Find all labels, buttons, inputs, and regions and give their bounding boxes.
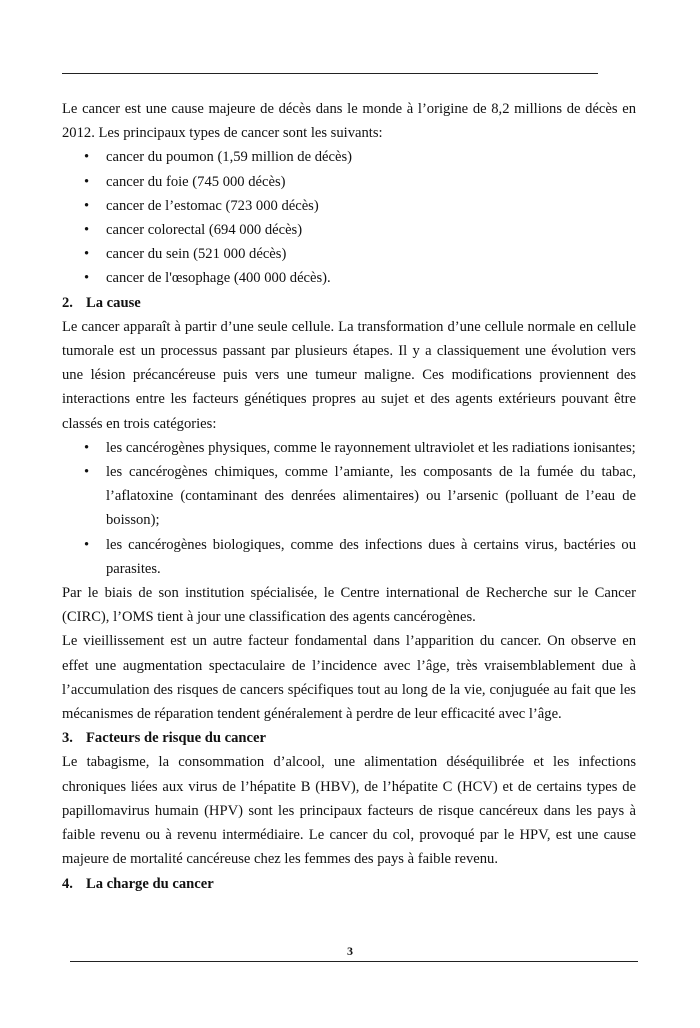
section-title: La cause: [86, 294, 141, 311]
section-title: La charge du cancer: [86, 875, 214, 892]
header-rule: [62, 73, 598, 74]
footer-rule: [70, 961, 638, 962]
list-item: • cancer du foie (745 000 décès): [62, 170, 636, 194]
list-item: • cancer du poumon (1,59 million de décès): [62, 145, 636, 169]
intro-paragraph: Le cancer est une cause majeure de décès dans le monde à l’origine de 8,2 millions de décès en 2012. Les principaux types de cancer sont les suivants:: [62, 101, 636, 142]
ageing-paragraph: Le vieillissement est un autre facteur fondamental dans l’apparition du cancer. On observe en effet une augmentation spectaculaire de l’incidence avec l’âge, très vraisemblablement due à l’accumulation des risques de cancers spécifiques tout au long de la vie, conjuguée au fait que les mécanismes de réparation tendent généralement à perdre de leur efficacité avec l’âge.: [62, 633, 636, 723]
section-number: 3.: [62, 730, 73, 747]
section-title: Facteurs de risque du cancer: [86, 730, 266, 747]
section-number: 2.: [62, 294, 73, 311]
list-item: • cancer de l'œsophage (400 000 décès).: [62, 266, 636, 290]
section-heading-cause: [62, 291, 636, 315]
list-item: • cancer de l’estomac (723 000 décès): [62, 194, 636, 218]
section-heading-burden: [62, 872, 636, 896]
list-item: • les cancérogènes chimiques, comme l’amiante, les composants de la fumée du tabac, l’aflatoxine (contaminant des denrées alimentaires) ou l’arsenic (polluant de l’eau de boisson);: [62, 460, 636, 533]
section-number: 4.: [62, 875, 73, 892]
list-item: • les cancérogènes physiques, comme le rayonnement ultraviolet et les radiations ionisantes;: [62, 436, 636, 460]
page-number: 3: [347, 944, 353, 958]
list-item: • les cancérogènes biologiques, comme des infections dues à certains virus, bactéries ou parasites.: [62, 533, 636, 581]
list-item: • cancer colorectal (694 000 décès): [62, 218, 636, 242]
risk-factors-paragraph: Le tabagisme, la consommation d’alcool, une alimentation déséquilibrée et les infections chroniques liées aux virus de l’hépatite B (HBV), de l’hépatite C (HCV) et de certains types de papillomavirus humain (HPV) sont les principaux facteurs de risque cancéreux dans les pays à faible revenu ou à revenu intermédiaire. Le cancer du col, provoqué par le HPV, est une cause majeure de mortalité cancéreuse chez les femmes des pays à faible revenu.: [62, 754, 636, 868]
cancer-types-list: [62, 145, 636, 290]
cause-paragraph: Le cancer apparaît à partir d’une seule cellule. La transformation d’une cellule normale en cellule tumorale est un processus passant par plusieurs étapes. Il y a classiquement une évolution vers une lésion précancéreuse puis vers une tumeur maligne. Ces modifications proviennent des interactions entre les facteurs génétiques propres au sujet et des agents extérieurs pouvant être classés en trois catégories:: [62, 318, 636, 432]
circ-paragraph: Par le biais de son institution spécialisée, le Centre international de Recherche sur le Cancer (CIRC), l’OMS tient à jour une classification des agents cancérogènes.: [62, 585, 636, 626]
list-item: • cancer du sein (521 000 décès): [62, 242, 636, 266]
carcinogen-categories-list: [62, 436, 636, 581]
section-heading-risk-factors: [62, 726, 636, 750]
page-body: [62, 97, 636, 896]
